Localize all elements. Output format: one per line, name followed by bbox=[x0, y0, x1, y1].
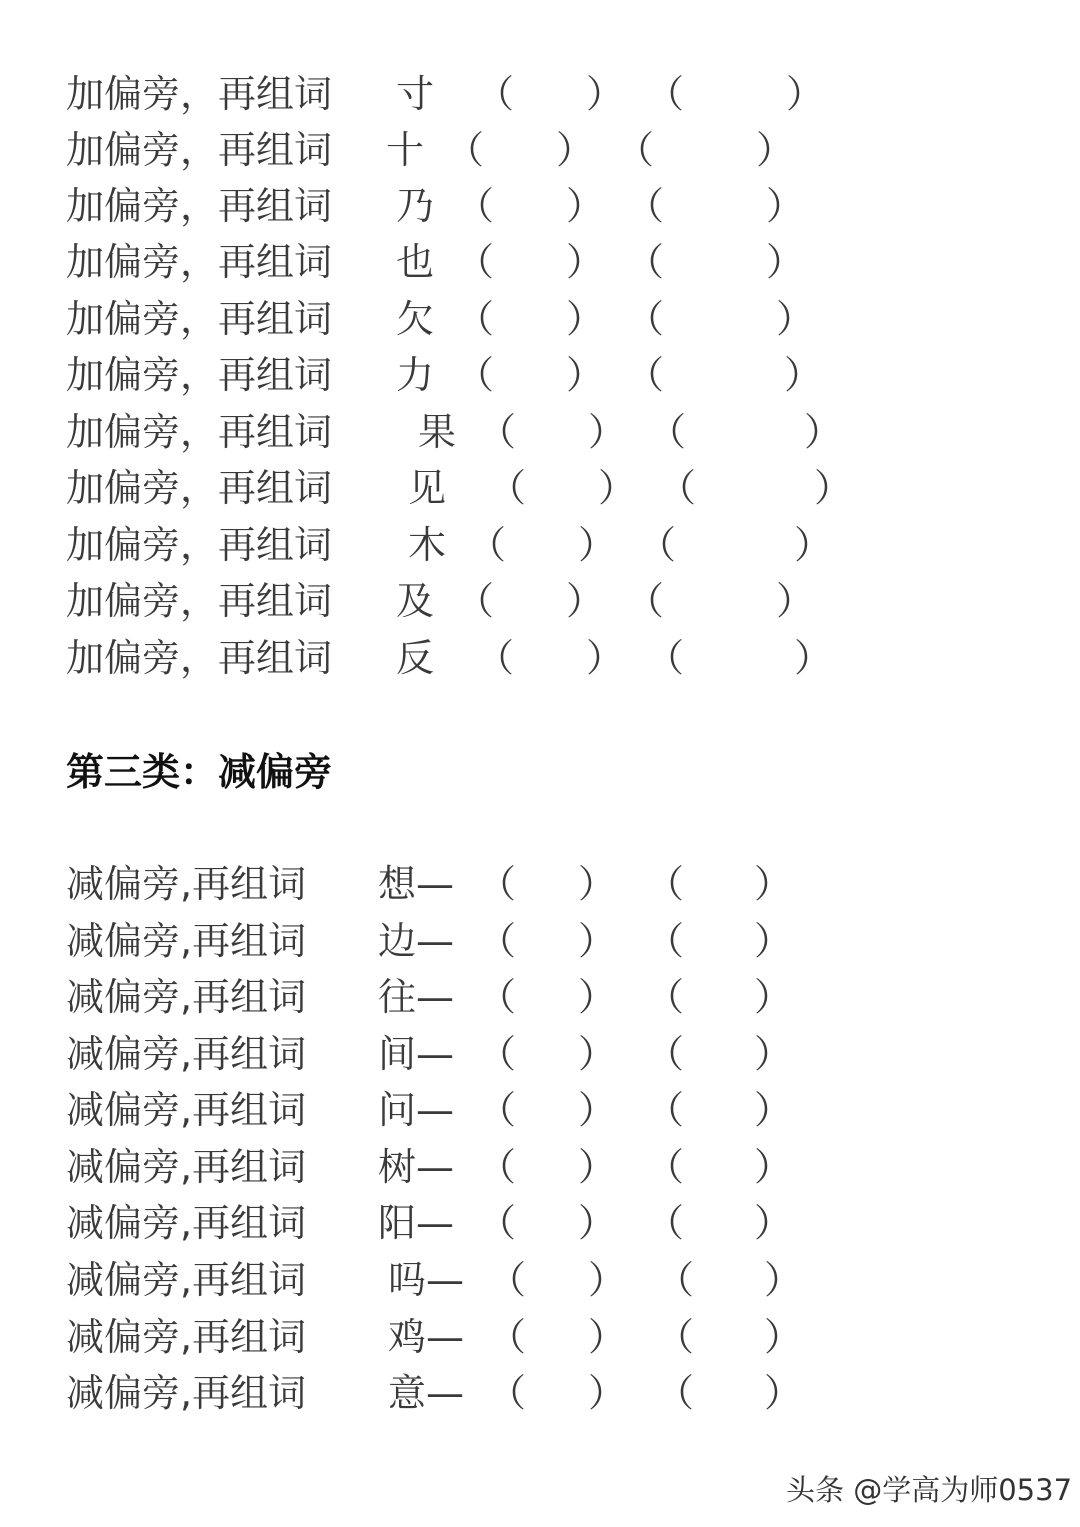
base-character: 吗— bbox=[388, 1258, 465, 1302]
radical-blank-close: ） bbox=[566, 297, 605, 341]
radical-blank-close: ） bbox=[578, 1201, 617, 1245]
word-blank-open: （ bbox=[616, 128, 655, 172]
word-blank-close: ） bbox=[784, 353, 823, 397]
radical-blank-close: ） bbox=[578, 1145, 617, 1189]
base-character: 边— bbox=[378, 919, 455, 963]
radical-blank-open: （ bbox=[488, 466, 527, 510]
word-blank-open: （ bbox=[646, 1032, 685, 1076]
word-blank-open: （ bbox=[646, 862, 685, 906]
radical-blank-close: ） bbox=[588, 410, 627, 454]
base-character: 往— bbox=[378, 975, 455, 1019]
word-blank-close: ） bbox=[776, 297, 815, 341]
word-blank-close: ） bbox=[754, 975, 793, 1019]
row-prompt: 加偏旁，再组词 bbox=[66, 353, 333, 397]
word-blank-close: ） bbox=[754, 862, 793, 906]
row-prompt: 加偏旁，再组词 bbox=[66, 128, 333, 172]
radical-blank-close: ） bbox=[578, 523, 617, 567]
base-character: 想— bbox=[378, 862, 455, 906]
radical-blank-open: （ bbox=[488, 1258, 527, 1302]
radical-blank-open: （ bbox=[476, 636, 515, 680]
radical-blank-close: ） bbox=[566, 579, 605, 623]
radical-blank-close: ） bbox=[578, 975, 617, 1019]
radical-blank-close: ） bbox=[588, 1258, 627, 1302]
word-blank-open: （ bbox=[646, 72, 685, 116]
source-watermark: 头条 @学高为师0537 bbox=[786, 1473, 1073, 1507]
row-prompt: 加偏旁，再组词 bbox=[66, 579, 333, 623]
radical-blank-open: （ bbox=[456, 579, 495, 623]
base-character: 问— bbox=[378, 1088, 455, 1132]
row-prompt: 减偏旁,再组词 bbox=[66, 1032, 307, 1076]
radical-blank-close: ） bbox=[586, 72, 625, 116]
radical-blank-open: （ bbox=[488, 1315, 527, 1359]
word-blank-close: ） bbox=[754, 919, 793, 963]
radical-blank-close: ） bbox=[586, 636, 625, 680]
radical-blank-open: （ bbox=[456, 353, 495, 397]
radical-blank-close: ） bbox=[598, 466, 637, 510]
word-blank-open: （ bbox=[648, 410, 687, 454]
word-blank-close: ） bbox=[754, 1201, 793, 1245]
base-character: 树— bbox=[378, 1145, 455, 1189]
row-prompt: 加偏旁，再组词 bbox=[66, 297, 333, 341]
word-blank-close: ） bbox=[754, 1032, 793, 1076]
row-prompt: 减偏旁,再组词 bbox=[66, 1258, 307, 1302]
word-blank-close: ） bbox=[766, 240, 805, 284]
radical-blank-close: ） bbox=[578, 862, 617, 906]
radical-blank-open: （ bbox=[478, 1145, 517, 1189]
radical-blank-close: ） bbox=[566, 240, 605, 284]
word-blank-close: ） bbox=[766, 184, 805, 228]
row-prompt: 减偏旁,再组词 bbox=[66, 1088, 307, 1132]
word-blank-open: （ bbox=[638, 523, 677, 567]
base-character: 反 bbox=[396, 636, 435, 680]
word-blank-close: ） bbox=[814, 466, 853, 510]
row-prompt: 加偏旁，再组词 bbox=[66, 72, 333, 116]
radical-blank-open: （ bbox=[476, 72, 515, 116]
radical-blank-close: ） bbox=[566, 353, 605, 397]
radical-blank-open: （ bbox=[478, 1201, 517, 1245]
word-blank-close: ） bbox=[754, 1145, 793, 1189]
word-blank-close: ） bbox=[754, 1088, 793, 1132]
row-prompt: 减偏旁,再组词 bbox=[66, 862, 307, 906]
radical-blank-open: （ bbox=[456, 297, 495, 341]
base-character: 寸 bbox=[396, 72, 435, 116]
base-character: 木 bbox=[408, 523, 447, 567]
base-character: 也 bbox=[396, 240, 435, 284]
word-blank-open: （ bbox=[646, 636, 685, 680]
base-character: 意— bbox=[388, 1371, 465, 1415]
row-prompt: 加偏旁，再组词 bbox=[66, 184, 333, 228]
base-character: 阳— bbox=[378, 1201, 455, 1245]
word-blank-open: （ bbox=[626, 353, 665, 397]
base-character: 力 bbox=[396, 353, 435, 397]
radical-blank-close: ） bbox=[556, 128, 595, 172]
word-blank-open: （ bbox=[656, 1315, 695, 1359]
row-prompt: 减偏旁,再组词 bbox=[66, 1371, 307, 1415]
word-blank-close: ） bbox=[764, 1315, 803, 1359]
word-blank-close: ） bbox=[776, 579, 815, 623]
word-blank-open: （ bbox=[626, 240, 665, 284]
word-blank-open: （ bbox=[626, 579, 665, 623]
word-blank-open: （ bbox=[626, 297, 665, 341]
word-blank-open: （ bbox=[626, 184, 665, 228]
word-blank-open: （ bbox=[656, 1258, 695, 1302]
base-character: 乃 bbox=[396, 184, 435, 228]
row-prompt: 减偏旁,再组词 bbox=[66, 1315, 307, 1359]
radical-blank-open: （ bbox=[446, 128, 485, 172]
row-prompt: 加偏旁，再组词 bbox=[66, 410, 333, 454]
row-prompt: 加偏旁，再组词 bbox=[66, 240, 333, 284]
radical-blank-open: （ bbox=[478, 862, 517, 906]
radical-blank-open: （ bbox=[478, 919, 517, 963]
word-blank-close: ） bbox=[794, 523, 833, 567]
base-character: 见 bbox=[408, 466, 447, 510]
row-prompt: 减偏旁,再组词 bbox=[66, 1201, 307, 1245]
radical-blank-open: （ bbox=[468, 523, 507, 567]
base-character: 及 bbox=[396, 579, 435, 623]
radical-blank-close: ） bbox=[578, 1032, 617, 1076]
radical-blank-open: （ bbox=[456, 240, 495, 284]
word-blank-open: （ bbox=[658, 466, 697, 510]
radical-blank-close: ） bbox=[566, 184, 605, 228]
radical-blank-close: ） bbox=[588, 1315, 627, 1359]
base-character: 间— bbox=[378, 1032, 455, 1076]
row-prompt: 加偏旁，再组词 bbox=[66, 636, 333, 680]
row-prompt: 加偏旁，再组词 bbox=[66, 523, 333, 567]
radical-blank-open: （ bbox=[456, 184, 495, 228]
word-blank-open: （ bbox=[646, 1145, 685, 1189]
row-prompt: 减偏旁,再组词 bbox=[66, 975, 307, 1019]
word-blank-open: （ bbox=[656, 1371, 695, 1415]
row-prompt: 减偏旁,再组词 bbox=[66, 919, 307, 963]
word-blank-open: （ bbox=[646, 975, 685, 1019]
word-blank-close: ） bbox=[794, 636, 833, 680]
radical-blank-open: （ bbox=[488, 1371, 527, 1415]
radical-blank-open: （ bbox=[478, 975, 517, 1019]
radical-blank-open: （ bbox=[478, 410, 517, 454]
word-blank-close: ） bbox=[804, 410, 843, 454]
radical-blank-open: （ bbox=[478, 1088, 517, 1132]
word-blank-close: ） bbox=[764, 1371, 803, 1415]
radical-blank-open: （ bbox=[478, 1032, 517, 1076]
word-blank-open: （ bbox=[646, 1201, 685, 1245]
section-heading: 第三类：减偏旁 bbox=[66, 750, 333, 794]
base-character: 十 bbox=[386, 128, 425, 172]
row-prompt: 加偏旁，再组词 bbox=[66, 466, 333, 510]
word-blank-open: （ bbox=[646, 1088, 685, 1132]
base-character: 欠 bbox=[396, 297, 435, 341]
radical-blank-close: ） bbox=[578, 1088, 617, 1132]
radical-blank-close: ） bbox=[588, 1371, 627, 1415]
row-prompt: 减偏旁,再组词 bbox=[66, 1145, 307, 1189]
word-blank-close: ） bbox=[786, 72, 825, 116]
word-blank-open: （ bbox=[646, 919, 685, 963]
radical-blank-close: ） bbox=[578, 919, 617, 963]
word-blank-close: ） bbox=[756, 128, 795, 172]
word-blank-close: ） bbox=[764, 1258, 803, 1302]
base-character: 果 bbox=[418, 410, 457, 454]
base-character: 鸡— bbox=[388, 1315, 465, 1359]
